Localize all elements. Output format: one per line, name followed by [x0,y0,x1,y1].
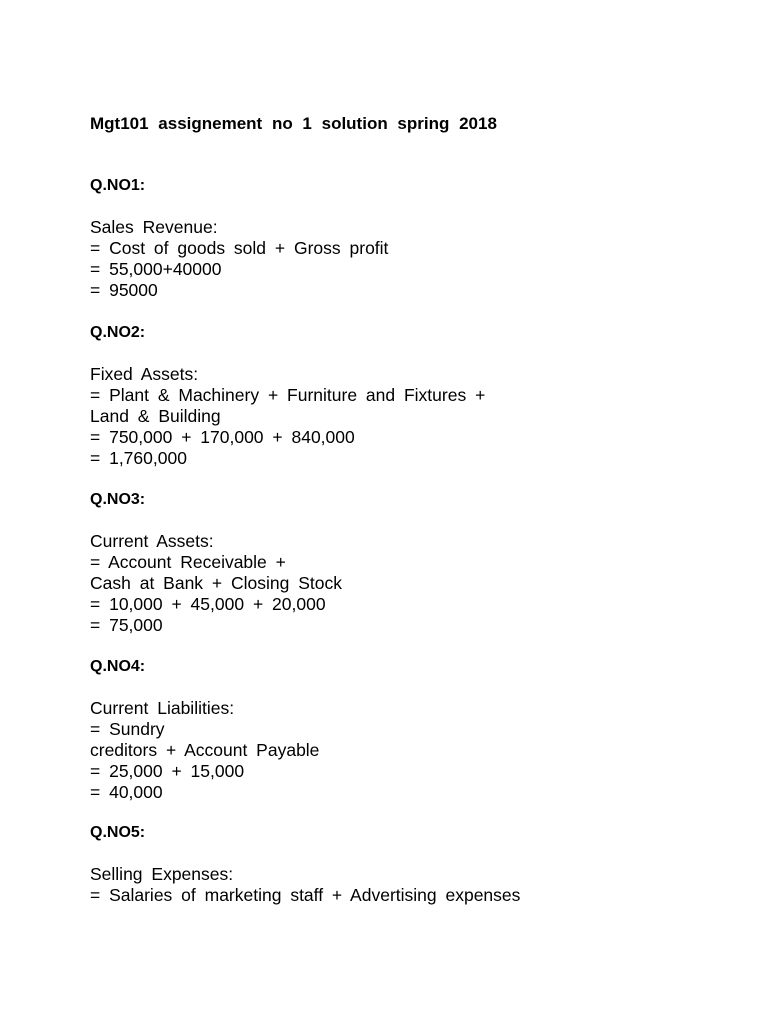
question-2-section [90,322,730,469]
question-4-section [90,656,730,803]
question-2-line: Land & Building [90,406,221,426]
question-2-heading: Q.NO2: [90,324,146,341]
question-2-line: = 750,000 + 170,000 + 840,000 [90,427,355,447]
question-1-line: Sales Revenue: [90,217,218,237]
question-4-line: = Sundry [90,719,165,739]
question-1-line: = Cost of goods sold + Gross profit [90,238,389,258]
question-4-line: = 40,000 [90,782,163,802]
question-1-line: = 95000 [90,280,158,300]
question-5-line: = Salaries of marketing staff + Advertising expenses [90,885,521,905]
question-3-section [90,489,730,636]
question-4-line: Current Liabilities: [90,698,235,718]
question-2-line: = Plant & Machinery + Furniture and Fixtures + [90,385,486,405]
document-title: Mgt101 assignement no 1 solution spring 2018 [90,114,497,133]
question-3-heading: Q.NO3: [90,491,146,508]
question-5-heading: Q.NO5: [90,824,146,841]
question-4-line: = 25,000 + 15,000 [90,761,245,781]
question-1-section [90,175,730,301]
question-4-line: creditors + Account Payable [90,740,320,760]
question-4-heading: Q.NO4: [90,658,146,675]
question-5-section [90,822,730,906]
question-3-line: Current Assets: [90,531,214,551]
question-2-line: = 1,760,000 [90,448,187,468]
question-3-line: = 75,000 [90,615,163,635]
question-3-line: Cash at Bank + Closing Stock [90,573,342,593]
question-5-line: Selling Expenses: [90,864,234,884]
question-1-line: = 55,000+40000 [90,259,222,279]
question-2-line: Fixed Assets: [90,364,199,384]
question-3-line: = Account Receivable + [90,552,286,572]
question-1-heading: Q.NO1: [90,177,146,194]
question-3-line: = 10,000 + 45,000 + 20,000 [90,594,326,614]
